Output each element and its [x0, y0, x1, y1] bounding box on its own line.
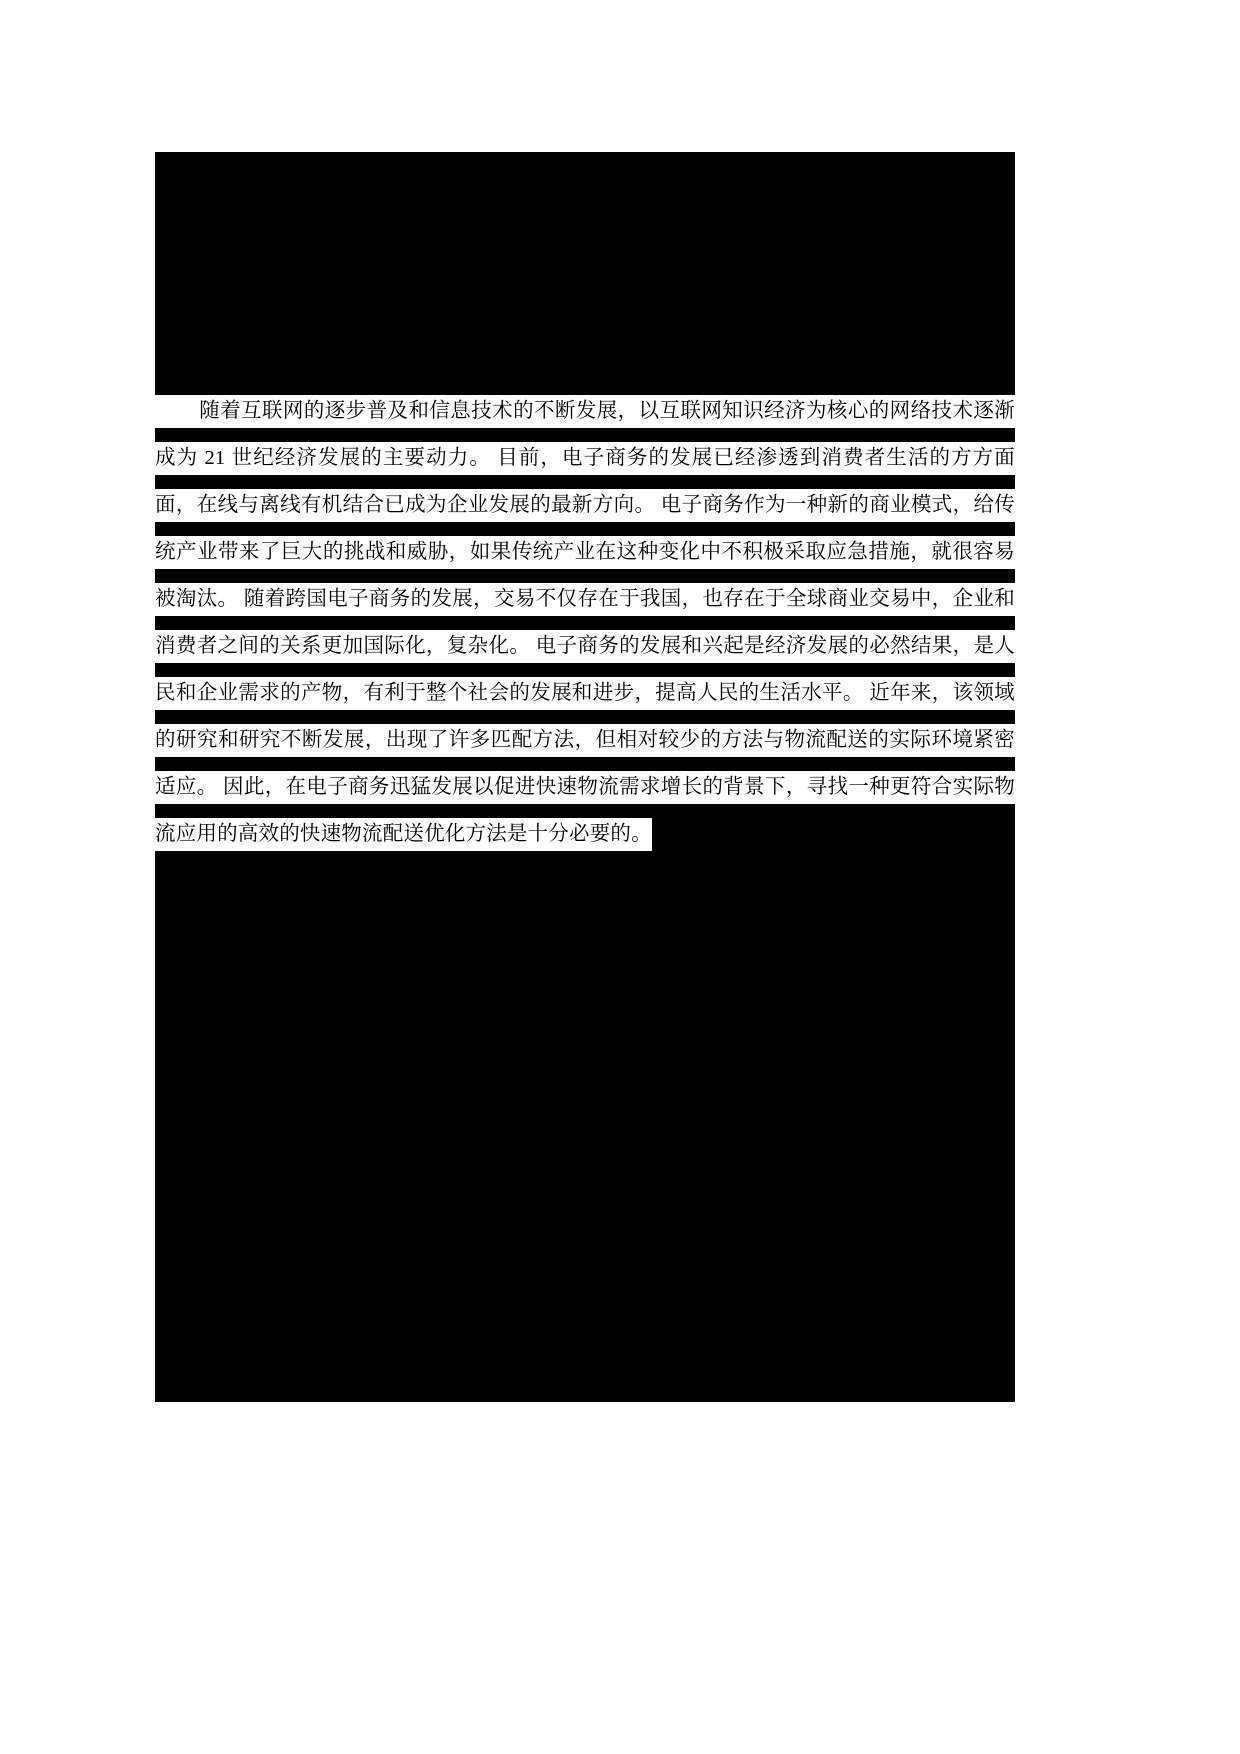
- paragraph-text: 随着互联网的逐步普及和信息技术的不断发展，以互联网知识经济为核心的网络技术逐渐成为 21 世纪经济发展的主要动力。 目前，电子商务的发展已经渗透到消费者生活的方方面面，在线与离线有机结合已成为企业发展的最新方向。 电子商务作为一种新的商业模式，给传统产业带来了巨大的挑战和威胁，如果传统产业在这种变化中不积极采取应急措施，就很容易被淘汰。 随着跨国电子商务的发展，交易不仅存在于我国，也存在于全球商业交易中，企业和消费者之间的关系更加国际化，复杂化。 电子商务的发展和兴起是经济发展的必然结果，是人民和企业需求的产物，有利于整个社会的发展和进步，提高人民的生活水平。 近年来，该领域的研究和研究不断发展，出现了许多匹配方法，但相对较少的方法与物流配送的实际环境紧密适应。 因此，在电子商务迅猛发展以促进快速物流需求增长的背景下，寻找一种更符合实际物流应用的高效的快速物流配送优化方法是十分必要的。: [155, 400, 1015, 845]
- body-paragraph: [155, 388, 1015, 858]
